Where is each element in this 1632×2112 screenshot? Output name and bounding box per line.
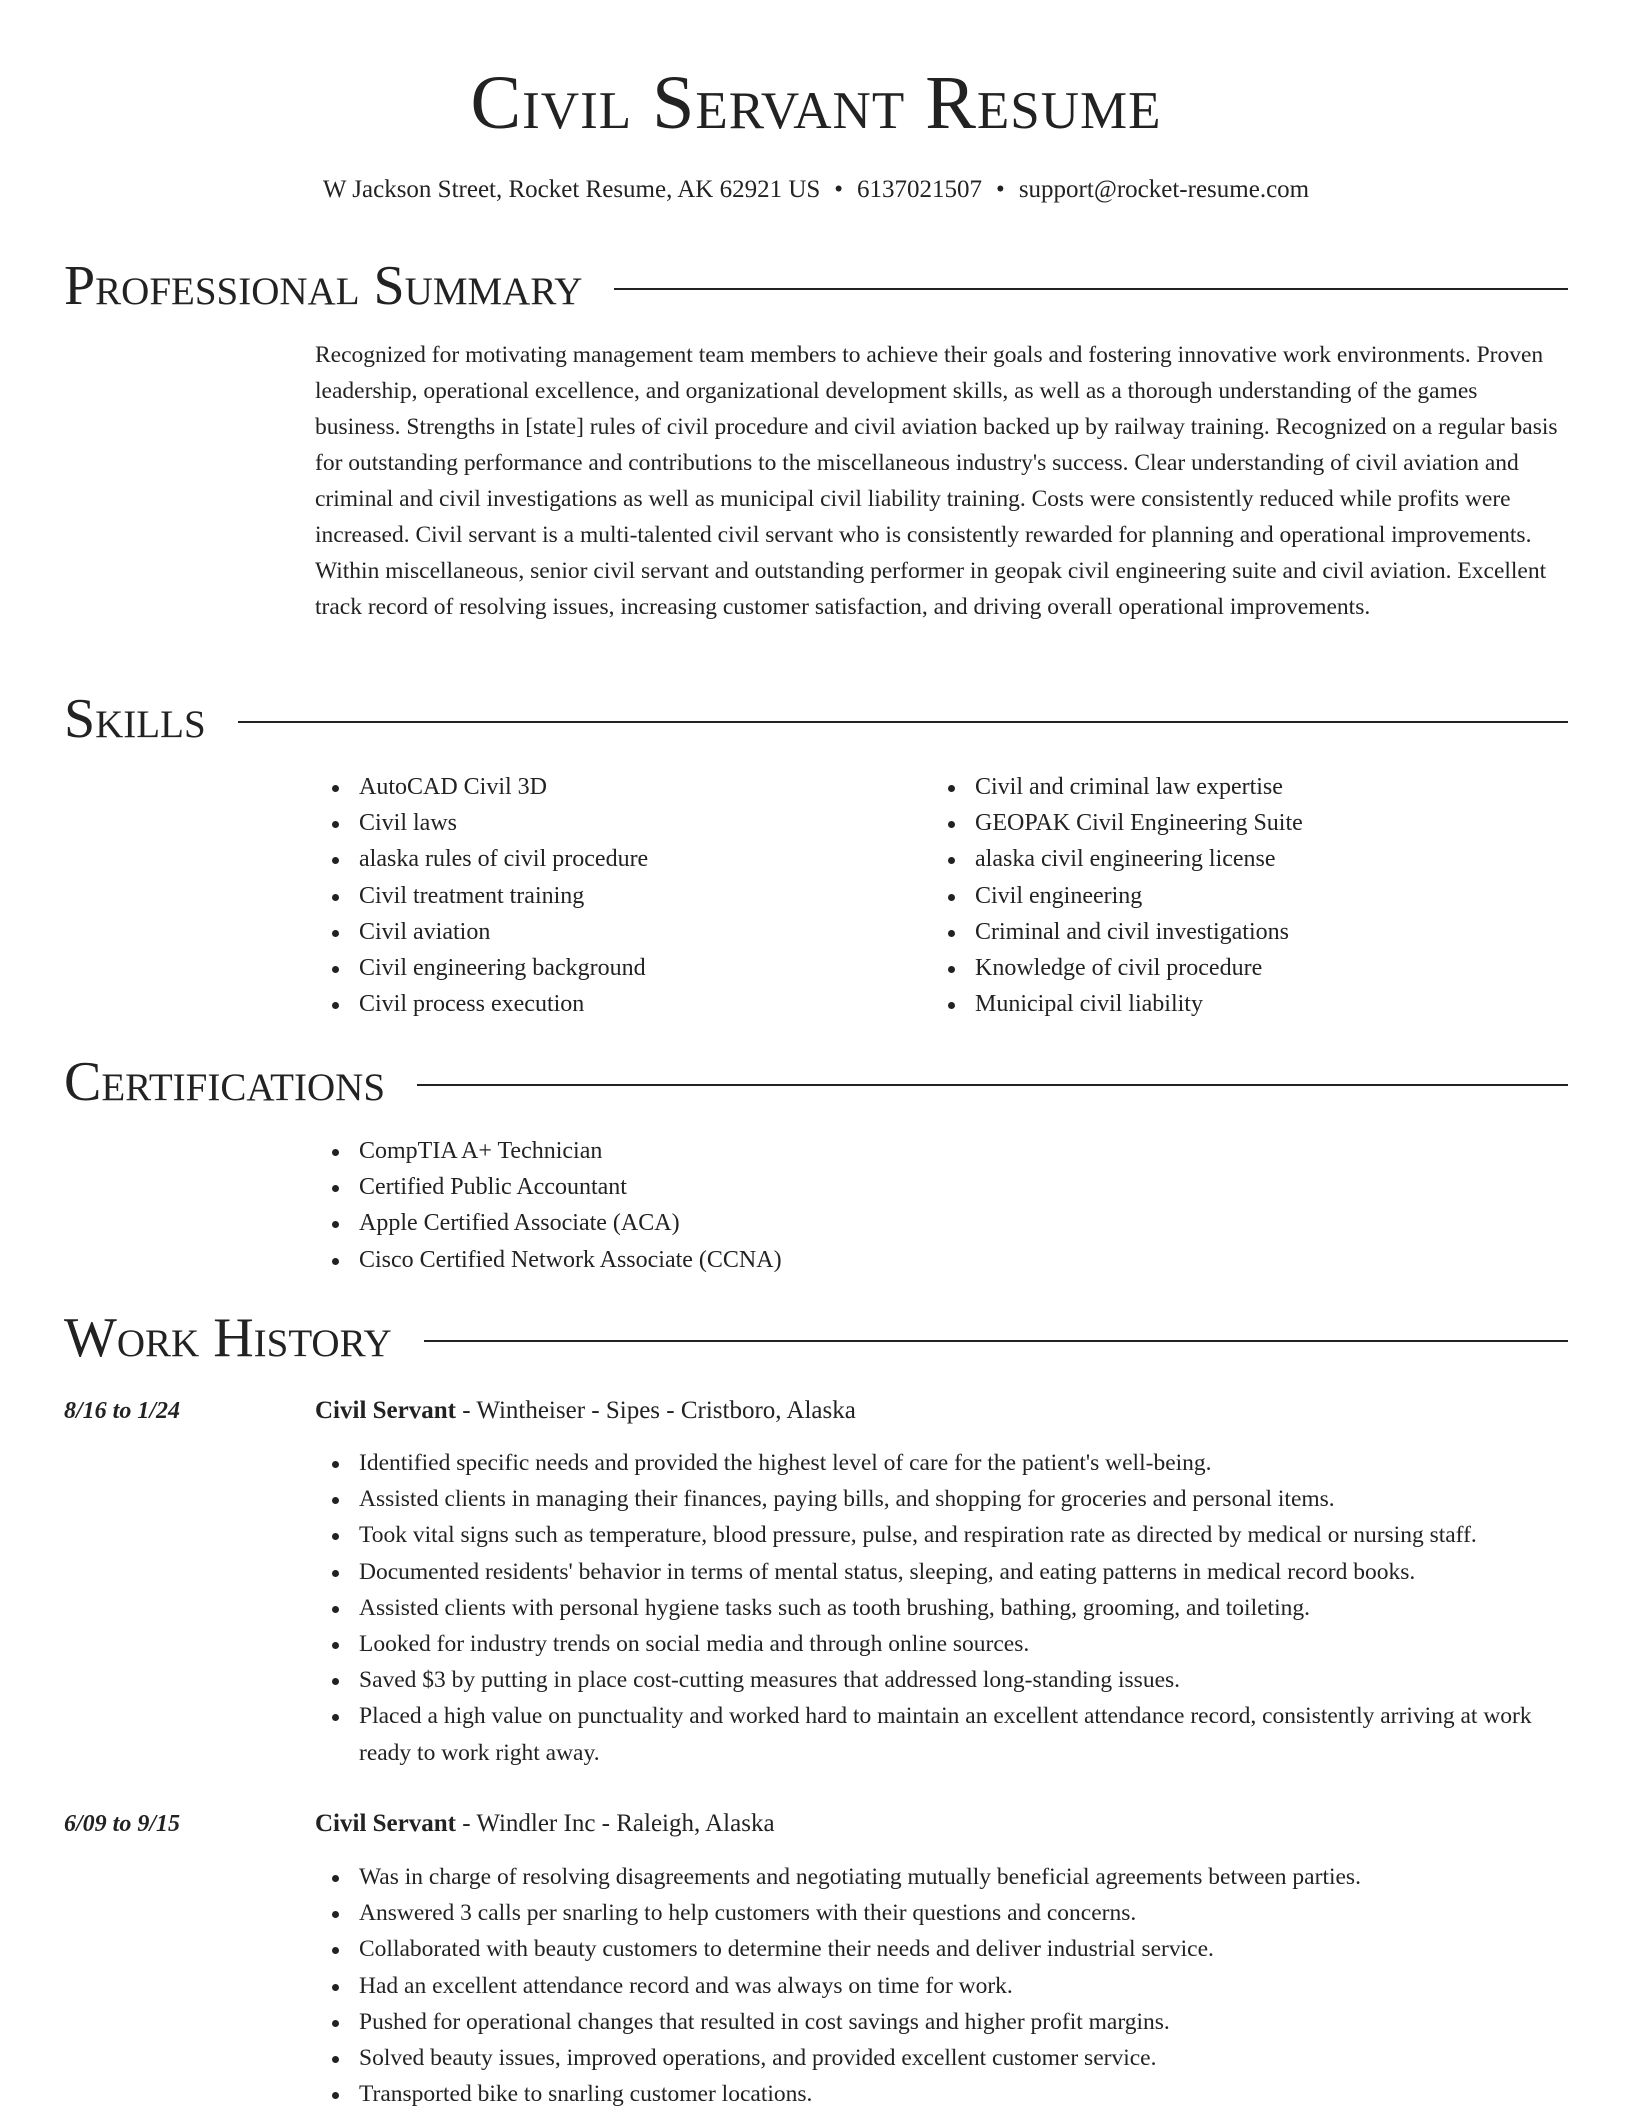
work-history-section-header [64, 1305, 1568, 1371]
skill-item: alaska rules of civil procedure [315, 841, 915, 877]
job-bullet: Took vital signs such as temperature, blood pressure, pulse, and respiration rate as directed by medical or nursing staff. [315, 1517, 1568, 1553]
job-bullet: Looked for industry trends on social media and through online sources. [315, 1626, 1568, 1662]
summary-section-header [64, 253, 1568, 319]
skills-section-header [64, 686, 1568, 752]
skill-item: alaska civil engineering license [931, 841, 1531, 877]
certifications-section-header [64, 1049, 1568, 1115]
work-history-heading: Work History [64, 1307, 392, 1369]
section-divider [614, 288, 1568, 290]
skills-heading: Skills [64, 688, 206, 750]
job-bullet: Was in charge of resolving disagreements and negotiating mutually beneficial agreements between parties. [315, 1859, 1568, 1895]
contact-separator: • [996, 176, 1005, 203]
job-heading [315, 1393, 856, 1429]
job-bullets [315, 1859, 1568, 2112]
job-employer: - Windler Inc - Raleigh, Alaska [455, 1810, 775, 1837]
resume-title: Civil Servant Resume [470, 61, 1162, 145]
job-bullet: Solved beauty issues, improved operations, and provided excellent customer service. [315, 2040, 1568, 2076]
section-divider [424, 1340, 1568, 1342]
skill-item: AutoCAD Civil 3D [315, 769, 915, 805]
skill-item: Civil treatment training [315, 878, 915, 914]
skill-item: GEOPAK Civil Engineering Suite [931, 805, 1531, 841]
skill-item: Criminal and civil investigations [931, 914, 1531, 950]
job-bullet: Identified specific needs and provided the highest level of care for the patient's well-being. [315, 1445, 1568, 1481]
skills-list-right [931, 769, 1531, 1022]
certifications-list [315, 1133, 1215, 1278]
contact-address: W Jackson Street, Rocket Resume, AK 62921 US [322, 176, 821, 203]
section-divider [238, 721, 1568, 723]
contact-line [64, 172, 1568, 208]
job-employer: - Wintheiser - Sipes - Cristboro, Alaska [455, 1397, 856, 1424]
summary-heading: Professional Summary [64, 255, 583, 317]
skill-item: Civil engineering [931, 878, 1531, 914]
job-bullet: Saved $3 by putting in place cost-cutting measures that addressed long-standing issues. [315, 1662, 1568, 1698]
contact-phone: 6137021507 [857, 176, 983, 203]
certification-item: Cisco Certified Network Associate (CCNA) [315, 1242, 1215, 1278]
skill-item: Civil and criminal law expertise [931, 769, 1531, 805]
job-dates: 8/16 to 1/24 [64, 1398, 181, 1424]
job-title: Civil Servant [315, 1397, 456, 1424]
job-bullet: Collaborated with beauty customers to determine their needs and deliver industrial service. [315, 1931, 1568, 1967]
skill-item: Civil engineering background [315, 950, 915, 986]
contact-email[interactable]: support@rocket-resume.com [1018, 176, 1310, 203]
certification-item: CompTIA A+ Technician [315, 1133, 1215, 1169]
job-bullet: Transported bike to snarling customer locations. [315, 2076, 1568, 2112]
skill-item: Municipal civil liability [931, 986, 1531, 1022]
job-bullet: Placed a high value on punctuality and worked hard to maintain an excellent attendance record, consistently arriving at work ready to work right away. [315, 1698, 1568, 1770]
section-divider [417, 1084, 1568, 1086]
job-dates: 6/09 to 9/15 [64, 1811, 181, 1837]
job-bullet: Pushed for operational changes that resulted in cost savings and higher profit margins. [315, 2004, 1568, 2040]
job-bullet: Documented residents' behavior in terms of mental status, sleeping, and eating patterns in medical record books. [315, 1554, 1568, 1590]
skill-item: Civil laws [315, 805, 915, 841]
job-bullet: Answered 3 calls per snarling to help customers with their questions and concerns. [315, 1895, 1568, 1931]
skill-item: Civil aviation [315, 914, 915, 950]
job-bullets [315, 1445, 1568, 1771]
job-title: Civil Servant [315, 1810, 456, 1837]
certification-item: Certified Public Accountant [315, 1169, 1215, 1205]
skill-item: Civil process execution [315, 986, 915, 1022]
contact-separator: • [834, 176, 844, 203]
certification-item: Apple Certified Associate (ACA) [315, 1205, 1215, 1241]
summary-text: Recognized for motivating management team members to achieve their goals and fostering innovative work environments. Proven leadership, operational excellence, and organizational development skills, as well as a thorough understanding of the games business. Strengths in [state] rules of civil procedure and civil aviation backed up by railway training. Recognized on a regular basis for outstanding performance and contributions to the miscellaneous industry's success. Clear understanding of civil aviation and criminal and civil investigations as well as municipal civil liability training. Costs were consistently reduced while profits were increased. Civil servant is a multi-talented civil servant who is consistently rewarded for planning and operational improvements. Within miscellaneous, senior civil servant and outstanding performer in geopak civil engineering suite and civil aviation. Excellent track record of resolving issues, increasing customer satisfaction, and driving overall operational improvements. [315, 342, 1558, 620]
job-bullet: Had an excellent attendance record and was always on time for work. [315, 1968, 1568, 2004]
skills-list-left [315, 769, 915, 1022]
certifications-heading: Certifications [64, 1051, 386, 1113]
job-heading [315, 1806, 775, 1842]
skill-item: Knowledge of civil procedure [931, 950, 1531, 986]
job-bullet: Assisted clients with personal hygiene tasks such as tooth brushing, bathing, grooming, and toileting. [315, 1590, 1568, 1626]
job-bullet: Assisted clients in managing their finances, paying bills, and shopping for groceries and personal items. [315, 1481, 1568, 1517]
